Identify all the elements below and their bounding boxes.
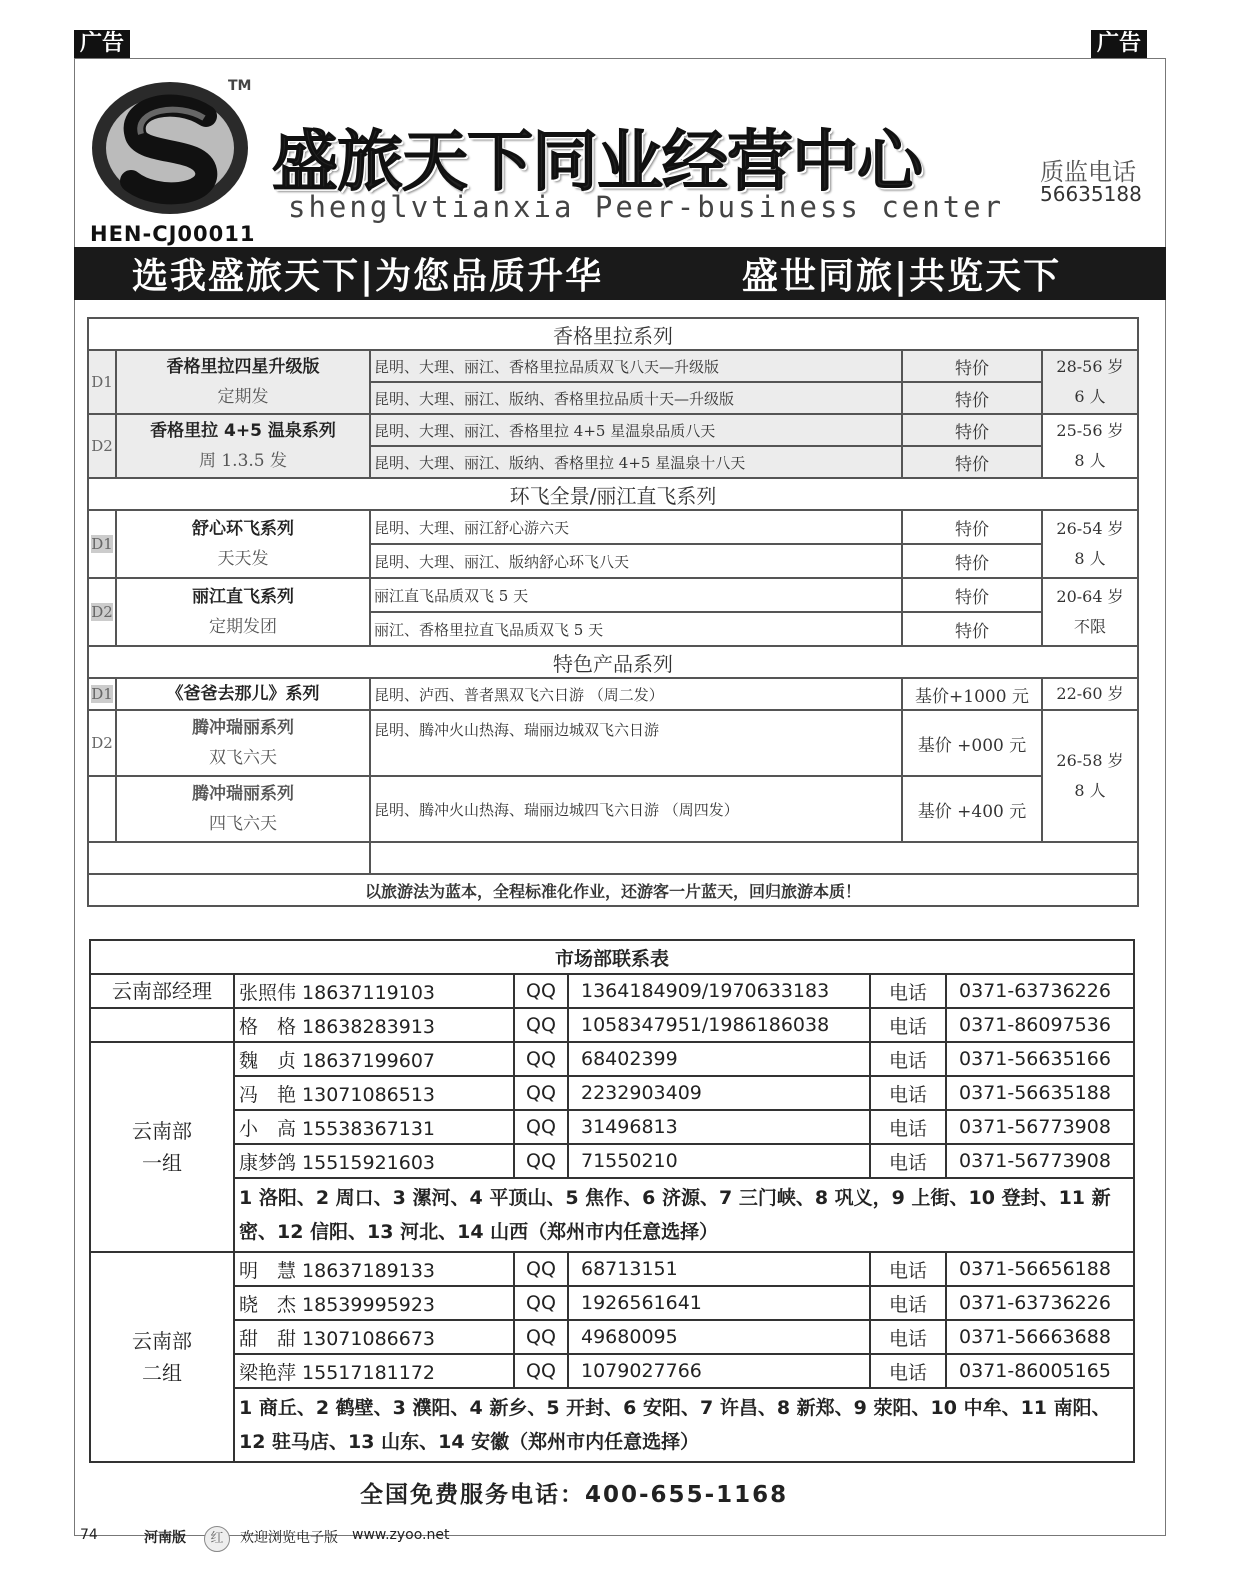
section-header: 特色产品系列 [88,646,1138,678]
price: 特价 [902,510,1042,544]
contact-person: 甜 甜 13071086673 [234,1320,514,1354]
age-limit: 28-56 岁 [1056,357,1124,376]
edition-label: 河南版 [144,1530,186,1546]
price: 特价 [902,382,1042,414]
welcome-text: 欢迎浏览电子版 [240,1530,338,1546]
qq-number: 1364184909/1970633183 [568,974,870,1008]
age-range [1042,578,1138,646]
age-limit: 20-64 岁 [1056,587,1124,606]
qq-number: 1926561641 [568,1286,870,1320]
series-name: 丽江直飞系列 [192,587,294,607]
price: 特价 [902,446,1042,478]
age-limit: 25-56 岁 [1056,421,1124,440]
product-name [116,678,370,710]
qq-number: 1079027766 [568,1354,870,1388]
contact-person: 魏 贞 18637199607 [234,1042,514,1076]
age-limit: 26-54 岁 [1056,519,1124,538]
phone-label: 电话 [870,1252,946,1286]
price: 基价 +400 元 [902,776,1042,842]
contact-person: 格 格 18638283913 [234,1008,514,1042]
product-code [88,678,116,710]
route: 昆明、大理、丽江、香格里拉品质双飞八天—升级版 [370,350,902,382]
contact-person: 晓 杰 18539995923 [234,1286,514,1320]
section-header: 环飞全景/丽江直飞系列 [88,478,1138,510]
phone-number: 0371-56635166 [946,1042,1134,1076]
departure-frequency: 定期发团 [209,617,277,637]
quality-phone-label: 质监电话 [1040,158,1136,186]
series-name: 香格里拉 4+5 温泉系列 [150,421,336,441]
qq-number: 2232903409 [568,1076,870,1110]
contact-person: 明 慧 18637189133 [234,1252,514,1286]
group-size: 8 人 [1074,451,1106,470]
price: 特价 [902,414,1042,446]
service-area-list: 1 商丘、2 鹤壁、3 濮阳、4 新乡、5 开封、6 安阳、7 许昌、8 新郑、9 荥阳、10 中牟、11 南阳、12 驻马店、13 山东、14 安徽（郑州市内任意选择） [234,1388,1134,1462]
phone-label: 电话 [870,1354,946,1388]
qq-label: QQ [514,974,568,1008]
price: 基价 +000 元 [902,710,1042,776]
group-size: 8 人 [1074,781,1106,800]
price: 基价+1000 元 [902,678,1042,710]
code-text: D1 [91,685,113,703]
ad-tag-left: 广告 [74,30,130,58]
qq-label: QQ [514,1320,568,1354]
dept-line: 云南部 [132,1329,192,1353]
service-area-list: 1 洛阳、2 周口、3 漯河、4 平顶山、5 焦作、6 济源、7 三门峡、8 巩义，9 上街、10 登封、11 新密、12 信阳、13 河北、14 山西（郑州市内任意选择） [234,1178,1134,1252]
product-code [88,776,116,842]
group-size: 6 人 [1074,387,1106,406]
product-name [116,776,370,842]
contact-person: 康梦鸽 15515921603 [234,1144,514,1178]
phone-label: 电话 [870,1144,946,1178]
group-size: 不限 [1074,617,1107,636]
department-label: 云南部经理 [90,974,234,1008]
empty-cell [88,842,370,874]
qq-number: 71550210 [568,1144,870,1178]
slogan-left: 选我盛旅天下|为您品质升华 [132,256,604,297]
phone-number: 0371-63736226 [946,974,1134,1008]
age-range [1042,414,1138,478]
product-table [87,317,1137,907]
contact-person: 小 高 15538367131 [234,1110,514,1144]
contact-person: 冯 艳 13071086513 [234,1076,514,1110]
table-footer-note: 以旅游法为蓝本，全程标准化作业，还游客一片蓝天，回归旅游本质！ [88,874,1138,906]
phone-label: 电话 [870,1320,946,1354]
edition-icon: 红 [204,1526,230,1552]
contact-person: 梁艳萍 15517181172 [234,1354,514,1388]
qq-number: 49680095 [568,1320,870,1354]
price: 特价 [902,544,1042,578]
series-name: 《爸爸去那儿》系列 [166,684,320,704]
slogan-bar [74,247,1166,300]
route: 丽江直飞品质双飞 5 天 [370,578,902,612]
phone-number: 0371-63736226 [946,1286,1134,1320]
departure-frequency: 定期发 [217,387,269,407]
product-name [116,578,370,646]
code-text: D2 [91,603,113,621]
license-code: HEN-CJ00011 [90,222,256,246]
group-size: 8 人 [1074,549,1106,568]
dept-line: 云南部 [132,1119,192,1143]
qq-number: 68402399 [568,1042,870,1076]
phone-number: 0371-56663688 [946,1320,1134,1354]
phone-number: 0371-56773908 [946,1144,1134,1178]
series-name: 腾冲瑞丽系列 [192,718,294,738]
ad-tag-right: 广告 [1091,30,1147,58]
product-code: D1 [88,350,116,414]
route: 丽江、香格里拉直飞品质双飞 5 天 [370,612,902,646]
qq-label: QQ [514,1354,568,1388]
qq-label: QQ [514,1076,568,1110]
quality-phone-number: 56635188 [1040,182,1142,206]
route: 昆明、大理、丽江、版纳、香格里拉品质十天—升级版 [370,382,902,414]
product-code: D2 [88,414,116,478]
phone-number: 0371-56635188 [946,1076,1134,1110]
departure-frequency: 四飞六天 [209,814,277,834]
age-range [1042,510,1138,578]
code-text: D1 [91,535,113,553]
age-range [1042,710,1138,842]
product-name [116,710,370,776]
department-label [90,1252,234,1462]
phone-label: 电话 [870,1110,946,1144]
phone-label: 电话 [870,974,946,1008]
page-subtitle: shenglvtianxia Peer-business center [288,190,1005,224]
qq-label: QQ [514,1286,568,1320]
route: 昆明、大理、丽江舒心游六天 [370,510,902,544]
route: 昆明、大理、丽江、版纳、香格里拉 4+5 星温泉十八天 [370,446,902,478]
phone-label: 电话 [870,1286,946,1320]
departure-frequency: 周 1.3.5 发 [198,451,288,471]
age-limit: 26-58 岁 [1056,751,1124,770]
contact-table [89,939,1133,1463]
product-code [88,578,116,646]
series-name: 香格里拉四星升级版 [166,357,320,377]
section-header: 香格里拉系列 [88,318,1138,350]
trademark-mark: TM [228,78,252,94]
product-name [116,414,370,478]
qq-number: 1058347951/1986186038 [568,1008,870,1042]
series-name: 舒心环飞系列 [192,519,294,539]
page-title: 盛旅天下同业经营中心 [272,123,922,200]
age-range: 22-60 岁 [1042,678,1138,710]
contact-table-title: 市场部联系表 [90,940,1134,974]
phone-number: 0371-86097536 [946,1008,1134,1042]
page-number: 74 [80,1527,98,1543]
department-label [90,1008,234,1042]
qq-number: 68713151 [568,1252,870,1286]
qq-number: 31496813 [568,1110,870,1144]
route: 昆明、腾冲火山热海、瑞丽边城双飞六日游 [370,710,902,776]
series-name: 腾冲瑞丽系列 [192,784,294,804]
qq-label: QQ [514,1252,568,1286]
free-hotline: 全国免费服务电话：400-655-1168 [360,1482,789,1508]
dept-line: 二组 [142,1361,182,1385]
product-name [116,350,370,414]
departure-frequency: 双飞六天 [209,748,277,768]
route: 昆明、泸西、普者黑双飞六日游 （周二发） [370,678,902,710]
phone-number: 0371-56773908 [946,1110,1134,1144]
phone-label: 电话 [870,1008,946,1042]
department-label [90,1042,234,1252]
website-link[interactable]: www.zyoo.net [352,1527,450,1543]
route: 昆明、大理、丽江、版纳舒心环飞八天 [370,544,902,578]
dept-line: 一组 [142,1151,182,1175]
product-code [88,510,116,578]
price: 特价 [902,612,1042,646]
phone-label: 电话 [870,1076,946,1110]
route: 昆明、大理、丽江、香格里拉 4+5 星温泉品质八天 [370,414,902,446]
contact-person: 张照伟 18637119103 [234,974,514,1008]
price: 特价 [902,578,1042,612]
phone-label: 电话 [870,1042,946,1076]
phone-number: 0371-56656188 [946,1252,1134,1286]
product-name [116,510,370,578]
slogan-right: 盛世同旅|共览天下 [742,256,1062,297]
phone-number: 0371-86005165 [946,1354,1134,1388]
price: 特价 [902,350,1042,382]
qq-label: QQ [514,1144,568,1178]
qq-label: QQ [514,1042,568,1076]
age-range [1042,350,1138,414]
product-code: D2 [88,710,116,776]
company-logo-icon [86,76,254,221]
departure-frequency: 天天发 [217,549,269,569]
qq-label: QQ [514,1008,568,1042]
qq-label: QQ [514,1110,568,1144]
empty-cell [370,842,1138,874]
route: 昆明、腾冲火山热海、瑞丽边城四飞六日游 （周四发） [370,776,902,842]
